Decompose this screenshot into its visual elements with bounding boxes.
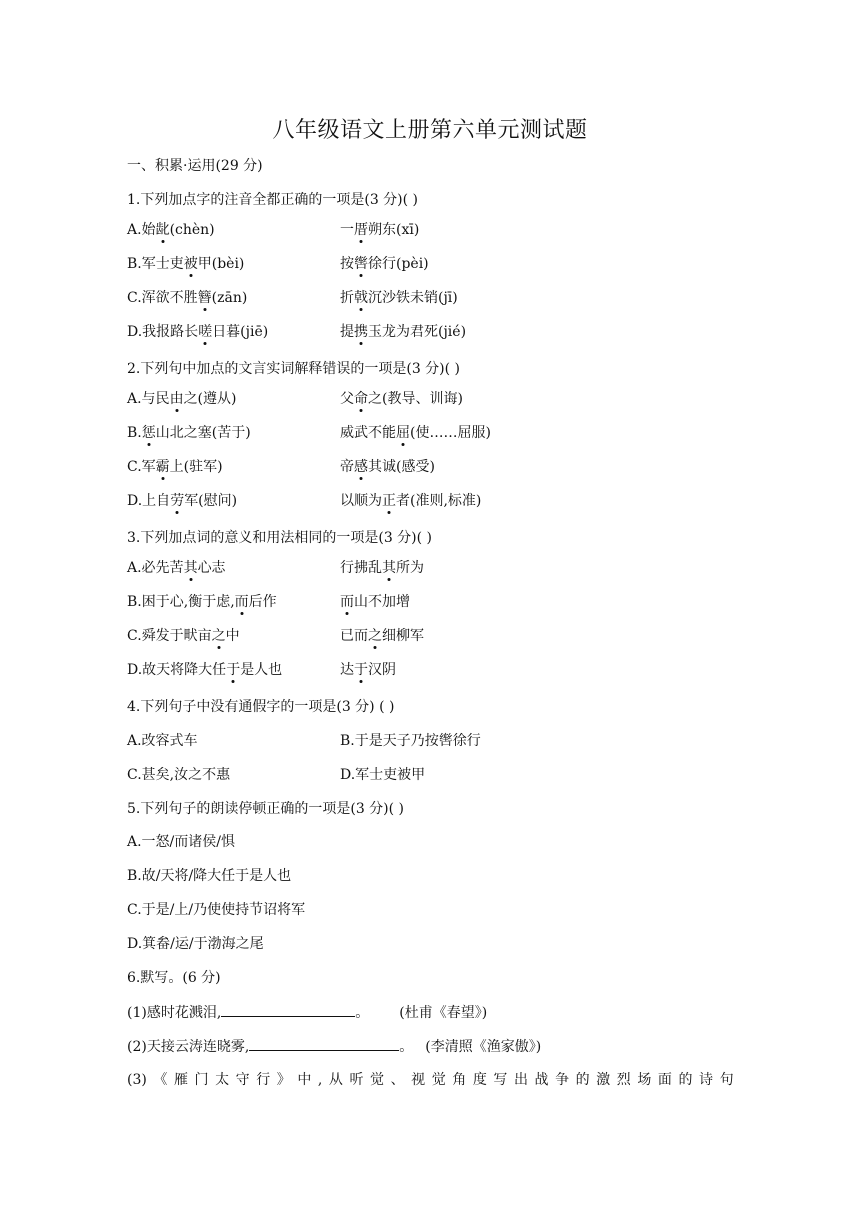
option-text: 所为	[396, 560, 424, 576]
q6-item-3-char: 太	[215, 1072, 230, 1088]
q6-item-3-char: 、	[390, 1072, 405, 1088]
option-text: 沉沙铁未销(jī)	[368, 290, 458, 306]
emphasized-char: 霸	[155, 459, 170, 475]
emphasized-char: 被	[183, 256, 198, 272]
option-text: (chèn)	[169, 222, 215, 238]
option-text: 一	[340, 222, 354, 238]
option-text: 日暮(jiē)	[212, 324, 269, 340]
option-text: D.故天将降大任	[127, 662, 227, 678]
option-text: 帝	[340, 459, 354, 475]
q5-option-c: C.于是/上/乃使使持节诏将军	[127, 902, 306, 918]
q5-option-a: A.一怒/而诸侯/惧	[127, 834, 235, 850]
answer-blank[interactable]	[249, 1036, 399, 1051]
option-text: 提	[340, 324, 354, 340]
option-text: 军(慰问)	[184, 493, 238, 509]
emphasized-char: 厝	[354, 222, 368, 238]
question-5-stem: 5.下列句子的朗读停顿正确的一项是(3 分)( )	[127, 801, 405, 817]
question-3-stem: 3.下列加点词的意义和用法相同的一项是(3 分)( )	[127, 530, 433, 546]
q2-option-4-a	[127, 491, 237, 511]
q6-item-3-char: (3)	[127, 1072, 147, 1088]
q3-option-2-a	[127, 592, 277, 612]
option-text: 行拂乱	[340, 560, 382, 576]
question-2-stem: 2.下列句中加点的文言实词解释错误的一项是(3 分)( )	[127, 361, 461, 377]
emphasized-char: 而	[340, 594, 354, 610]
q6-item-3-char: 度	[472, 1072, 487, 1088]
option-text: A.必先苦	[127, 560, 184, 576]
option-text: B.困于心,衡于虑,	[127, 594, 235, 610]
q2-option-2-a	[127, 423, 251, 443]
q6-item-3-char: 出	[513, 1072, 528, 1088]
option-text: 折	[340, 290, 354, 306]
q6-item-1-period: 。	[355, 1005, 370, 1021]
q3-option-2-b	[340, 592, 410, 612]
q1-option-4-a	[127, 322, 268, 342]
emphasized-char: 其	[183, 560, 198, 576]
emphasized-char: 携	[354, 324, 368, 340]
q4-option-a: A.改容式车	[127, 733, 198, 749]
q4-option-c: C.甚矣,汝之不惠	[127, 767, 231, 783]
q6-item-3-char: 的	[575, 1072, 590, 1088]
emphasized-char: 而	[234, 594, 249, 610]
option-text: 甲(bèi)	[197, 256, 245, 272]
q6-item-3-char: 写	[493, 1072, 508, 1088]
option-text: 中	[225, 628, 240, 644]
q3-option-1-a	[127, 558, 226, 578]
q6-item-3-char: 门	[194, 1072, 209, 1088]
question-1-stem: 1.下列加点字的注音全都正确的一项是(3 分)( )	[127, 192, 419, 208]
q1-option-3-b	[340, 288, 458, 308]
q4-option-d: D.军士吏被甲	[340, 767, 426, 783]
option-text: 其诚(感受)	[368, 459, 435, 475]
emphasized-char: 正	[382, 493, 396, 509]
page-title: 八年级语文上册第六单元测试题	[272, 118, 588, 143]
q6-item-3-char: 烈	[616, 1072, 631, 1088]
q2-option-3-a	[127, 457, 223, 477]
emphasized-char: 于	[354, 662, 368, 678]
emphasized-char: 之	[211, 628, 226, 644]
option-text: C.舜发于畎亩	[127, 628, 212, 644]
emphasized-char: 屈	[396, 425, 410, 441]
option-text: 玉龙为君死(jié)	[368, 324, 467, 340]
q1-option-4-b	[340, 322, 466, 342]
option-text: 之(教导、训诲)	[368, 391, 463, 407]
q6-item-3-char: 行	[256, 1072, 271, 1088]
q6-item-3-char: 场	[637, 1072, 652, 1088]
option-text: 山北之塞(苦于)	[155, 425, 251, 441]
q6-item-3	[127, 1070, 734, 1090]
q6-item-3-char: 激	[596, 1072, 611, 1088]
q2-option-4-b	[340, 491, 481, 511]
q6-item-3-char: 句	[719, 1072, 734, 1088]
q2-option-3-b	[340, 457, 435, 477]
q6-item-3-char: 觉	[370, 1072, 385, 1088]
q6-item-3-char: 雁	[173, 1072, 188, 1088]
q4-option-b: B.于是天子乃按辔徐行	[340, 733, 481, 749]
q2-option-1-a	[127, 389, 237, 409]
question-4-stem: 4.下列句子中没有通假字的一项是(3 分) ( )	[127, 699, 395, 715]
option-text: 是人也	[240, 662, 283, 678]
q2-option-1-b	[340, 389, 463, 409]
emphasized-char: 惩	[141, 425, 156, 441]
q1-option-2-b	[340, 254, 429, 274]
q1-option-1-a	[127, 220, 215, 240]
emphasized-char: 于	[226, 662, 241, 678]
emphasized-char: 辔	[354, 256, 368, 272]
q6-item-2-period: 。	[399, 1039, 414, 1055]
option-text: 细柳军	[382, 628, 424, 644]
option-text: 已而	[340, 628, 368, 644]
option-text: 者(准则,标准)	[396, 493, 482, 509]
q6-item-3-char: 中	[297, 1072, 312, 1088]
q6-item-3-char: 守	[235, 1072, 250, 1088]
q1-option-3-a	[127, 288, 247, 308]
option-text: B.军士吏	[127, 256, 184, 272]
emphasized-char: 嗟	[198, 324, 213, 340]
option-text: A.与民	[127, 391, 170, 407]
emphasized-char: 命	[354, 391, 368, 407]
option-text: C.军	[127, 459, 156, 475]
option-text: 朔东(xī)	[368, 222, 420, 238]
q3-option-4-a	[127, 660, 282, 680]
emphasized-char: 之	[368, 628, 382, 644]
q2-option-2-b	[340, 423, 491, 443]
q6-item-3-char: 的	[678, 1072, 693, 1088]
option-text: 达	[340, 662, 354, 678]
q6-item-1	[127, 1002, 487, 1023]
q6-item-3-char: 战	[534, 1072, 549, 1088]
emphasized-char: 龀	[155, 222, 170, 238]
q5-option-d: D.箕畚/运/于渤海之尾	[127, 936, 264, 952]
q6-item-3-char: 从	[328, 1072, 343, 1088]
emphasized-char: 戟	[354, 290, 368, 306]
option-text: (zān)	[211, 290, 248, 306]
q6-item-1-text: (1)感时花溅泪,	[127, 1005, 222, 1021]
q6-item-3-char: 视	[411, 1072, 426, 1088]
q6-item-3-char: 觉	[431, 1072, 446, 1088]
option-text: 心志	[197, 560, 226, 576]
q6-item-3-char: 诗	[699, 1072, 714, 1088]
emphasized-char: 其	[382, 560, 396, 576]
emphasized-char: 感	[354, 459, 368, 475]
q6-item-2-source: (李清照《渔家傲》)	[425, 1039, 542, 1055]
q1-option-2-a	[127, 254, 244, 274]
emphasized-char: 簪	[197, 290, 212, 306]
section-heading: 一、积累·运用(29 分)	[127, 158, 263, 174]
option-text: 威武不能	[340, 425, 396, 441]
q3-option-1-b	[340, 558, 424, 578]
q3-option-3-a	[127, 626, 240, 646]
option-text: C.浑欲不胜	[127, 290, 198, 306]
option-text: (使……屈服)	[410, 425, 491, 441]
option-text: D.我报路长	[127, 324, 199, 340]
q6-item-3-char: 》	[276, 1072, 291, 1088]
option-text: 按	[340, 256, 354, 272]
question-6-stem: 6.默写。(6 分)	[127, 970, 221, 986]
answer-blank[interactable]	[221, 1002, 355, 1017]
option-text: 后作	[248, 594, 277, 610]
q5-option-b: B.故/天将/降大任于是人也	[127, 868, 292, 884]
q6-item-3-char: ,	[317, 1072, 323, 1088]
option-text: 徐行(pèi)	[368, 256, 429, 272]
option-text: 上(驻军)	[169, 459, 223, 475]
q6-item-3-char: 争	[555, 1072, 570, 1088]
q6-item-3-char: 听	[349, 1072, 364, 1088]
q6-item-2-text: (2)天接云涛连晓雾,	[127, 1039, 250, 1055]
option-text: 之(遵从)	[183, 391, 237, 407]
option-text: B.	[127, 425, 142, 441]
option-text: 汉阴	[368, 662, 396, 678]
option-text: 父	[340, 391, 354, 407]
emphasized-char: 由	[169, 391, 184, 407]
option-text: D.上自	[127, 493, 171, 509]
q3-option-3-b	[340, 626, 424, 646]
option-text: A.始	[127, 222, 156, 238]
option-text: 山不加增	[354, 594, 410, 610]
q6-item-3-char: 《	[153, 1072, 168, 1088]
q6-item-3-char: 角	[452, 1072, 467, 1088]
emphasized-char: 劳	[170, 493, 185, 509]
q6-item-3-char: 面	[657, 1072, 672, 1088]
q1-option-1-b	[340, 220, 419, 240]
option-text: 以顺为	[340, 493, 382, 509]
q6-item-2	[127, 1036, 541, 1057]
q3-option-4-b	[340, 660, 396, 680]
q6-item-1-source: (杜甫《春望》)	[399, 1005, 488, 1021]
